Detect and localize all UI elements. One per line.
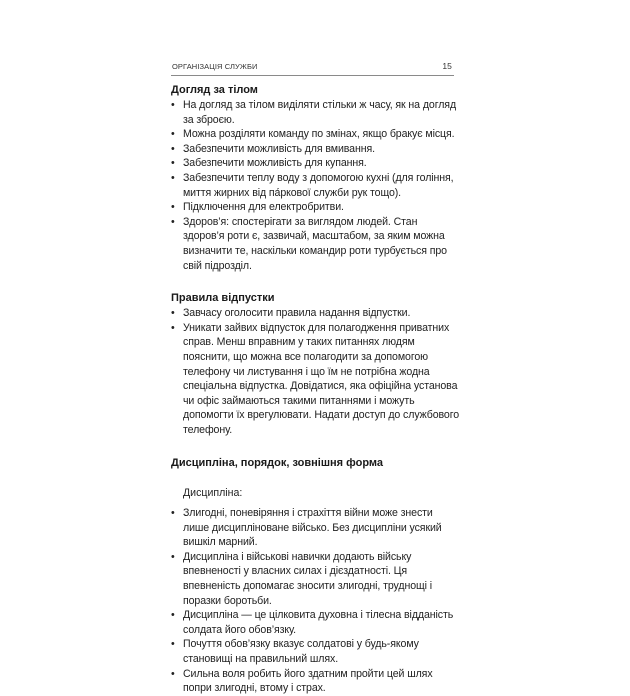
- section-leave-rules: [171, 292, 461, 437]
- list-item: • На догляд за тілом виділяти стільки ж часу, як на догляд за зброєю.: [171, 98, 461, 127]
- list-item: • Завчасу оголосити правила надання відпустки.: [171, 306, 461, 321]
- list-item: • Можна розділяти команду по змінах, якщо бракує місця.: [171, 127, 461, 142]
- list-item: • Дисципліна — це цілковита духовна і тілесна відданість солдата його обов’язку.: [171, 608, 461, 637]
- running-header: [171, 61, 454, 76]
- list-item: • Здоров’я: спостерігати за виглядом людей. Стан здоров’я роти є, зазвичай, масштабом, за яким можна визначити те, наскільки командир роти турбується про свій підрозділ.: [171, 215, 461, 273]
- page-number: 15: [442, 61, 452, 71]
- list-item: • Забезпечити можливість для вмивання.: [171, 142, 461, 157]
- section-body-care: [171, 84, 461, 273]
- section-intro: Дисципліна:: [183, 487, 243, 500]
- list-item: • Підключення для електробритви.: [171, 200, 461, 215]
- section-discipline: [171, 457, 461, 695]
- chapter-title: ОРГАНІЗАЦІЯ СЛУЖБИ: [172, 62, 258, 71]
- page-content: [171, 84, 461, 696]
- section-heading: Правила відпустки: [171, 292, 275, 305]
- list-item: • Забезпечити теплу воду з допомогою кухні (для гоління, миття жирних від па́ркової служби рук тощо).: [171, 171, 461, 200]
- list-item: • Злигодні, поневіряння і страхіття війни може знести лише дисципліноване військо. Без дисципліни усякий вишкіл марний.: [171, 506, 461, 550]
- bullet-list: [171, 506, 461, 696]
- bullet-list: [171, 306, 461, 437]
- list-item: • Дисципліна і військові навички додають війську впевненості у власних силах і дієздатності. Ця впевненість допомагає зносити злигодні, труднощі і поразки боротьби.: [171, 550, 461, 608]
- list-item: • Уникати зайвих відпусток для полагодження приватних справ. Менш вправним у таких питаннях людям пояснити, що можна все полагодити за допомогою телефону чи листування і що їм не потрібна жодна спеціальна відпустка. Довідатися, яка офіційна установа чи офіс займаються такими питаннями і можуть допомогти їх врегулювати. Надати доступ до службового телефону.: [171, 321, 461, 438]
- list-item: • Забезпечити можливість для купання.: [171, 156, 461, 171]
- section-heading: Дисципліна, порядок, зовнішня форма: [171, 457, 384, 470]
- list-item: • Сильна воля робить його здатним пройти цей шлях попри злигодні, втому і страх.: [171, 667, 461, 696]
- section-heading: Догляд за тілом: [171, 84, 258, 96]
- bullet-list: [171, 98, 461, 273]
- list-item: • Почуття обов’язку вказує солдатові у будь-якому становищі на правильний шлях.: [171, 637, 461, 666]
